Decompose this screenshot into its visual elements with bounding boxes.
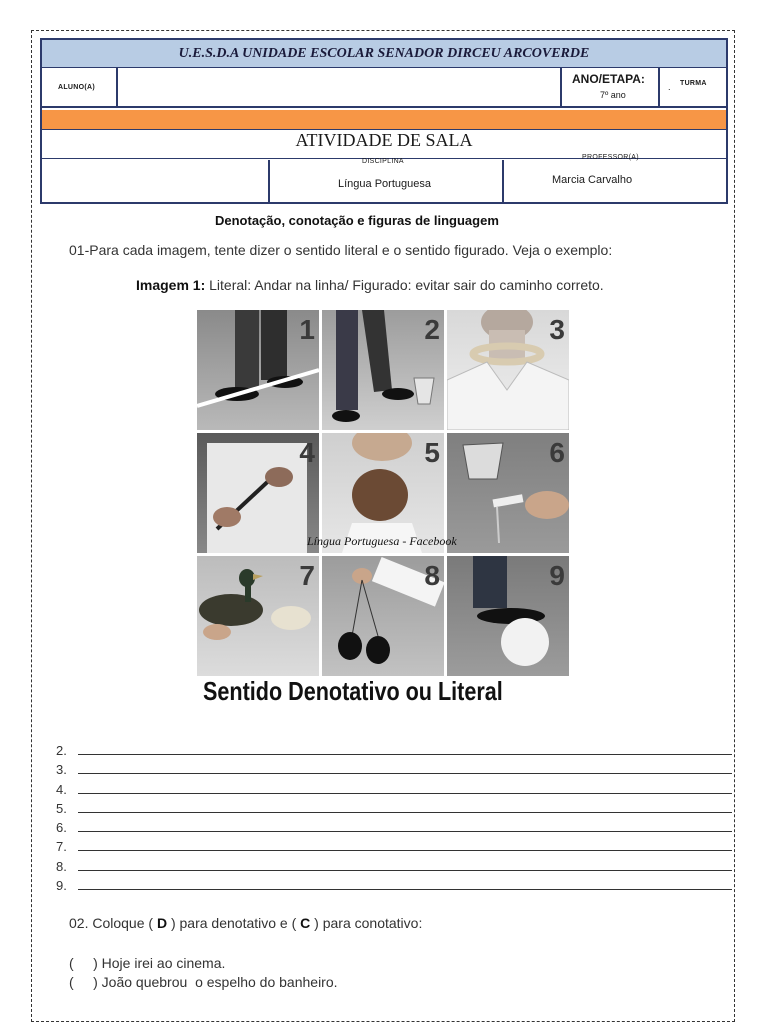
orange-bar <box>42 110 726 130</box>
image-number: 2 <box>424 314 440 345</box>
worksheet-heading: Denotação, conotação e figuras de linguagem <box>215 213 499 228</box>
image-tile-9 <box>447 556 569 676</box>
image-tile-3 <box>447 310 569 430</box>
answer-line-number: 6. <box>56 820 67 835</box>
answer-line-number: 9. <box>56 878 67 893</box>
year-cell <box>562 68 660 106</box>
subject-row <box>42 154 726 204</box>
example-label: Imagem 1: <box>136 277 206 293</box>
image-tile-1 <box>197 310 319 430</box>
question-1: 01-Para cada imagem, tente dizer o sentido literal e o sentido figurado. Veja o exemplo: <box>69 242 613 258</box>
answer-line[interactable] <box>56 743 67 758</box>
answer-line-number: 8. <box>56 859 67 874</box>
image-tile-2 <box>322 310 444 430</box>
answer-blank[interactable] <box>78 773 732 774</box>
image-number: 6 <box>549 437 565 468</box>
student-row <box>42 68 726 108</box>
class-label: TURMA <box>680 80 707 87</box>
answer-blank[interactable] <box>78 889 732 890</box>
image-number: 9 <box>549 560 565 591</box>
q2-item[interactable]: ( ) Hoje irei ao cinema. <box>69 955 226 971</box>
teacher-cell <box>504 154 726 204</box>
answer-blank[interactable] <box>78 831 732 832</box>
activity-title: ATIVIDADE DE SALA <box>42 131 726 159</box>
student-label: ALUNO(A) <box>58 84 96 91</box>
image-collage <box>197 310 570 676</box>
answer-line[interactable] <box>56 878 67 893</box>
answer-line[interactable] <box>56 782 67 797</box>
image-number: 1 <box>299 314 315 345</box>
answer-line[interactable] <box>56 820 67 835</box>
image-tile-4 <box>197 433 319 553</box>
class-dot: . <box>668 82 671 92</box>
subject-cell <box>270 160 504 204</box>
q2-text-post: ) para conotativo: <box>314 915 423 931</box>
answer-blank[interactable] <box>78 870 732 871</box>
header-table <box>40 38 728 204</box>
image-number: 3 <box>549 314 565 345</box>
image-tile-6 <box>447 433 569 553</box>
teacher-value: Marcia Carvalho <box>552 174 633 186</box>
answer-line-number: 4. <box>56 782 67 797</box>
example-text: Literal: Andar na linha/ Figurado: evitar sair do caminho correto. <box>209 277 604 293</box>
image-tile-7 <box>197 556 319 676</box>
subject-value: Língua Portuguesa <box>338 178 431 190</box>
answer-line[interactable] <box>56 762 67 777</box>
image-tile-8 <box>322 556 444 676</box>
student-name-field[interactable] <box>118 68 562 106</box>
answer-line[interactable] <box>56 859 67 874</box>
answer-blank[interactable] <box>78 812 732 813</box>
answer-line-number: 2. <box>56 743 67 758</box>
answer-line-number: 5. <box>56 801 67 816</box>
image-number: 8 <box>424 560 440 591</box>
image-number: 5 <box>424 437 440 468</box>
answer-blank[interactable] <box>78 754 732 755</box>
class-cell[interactable] <box>660 68 726 106</box>
year-label: ANO/ETAPA: <box>572 72 645 86</box>
q2-c: C <box>300 915 311 931</box>
answer-line[interactable] <box>56 801 67 816</box>
subject-label: DISCIPLINA <box>362 158 404 165</box>
answer-blank[interactable] <box>78 850 732 851</box>
student-label-cell <box>42 68 118 106</box>
blank-cell <box>42 160 270 204</box>
image-caption: Sentido Denotativo ou Literal <box>203 676 503 706</box>
image-number: 7 <box>299 560 315 591</box>
answer-line-number: 3. <box>56 762 67 777</box>
teacher-label: PROFESSOR(A) <box>582 154 639 161</box>
example-line <box>136 277 604 293</box>
school-name: U.E.S.D.A UNIDADE ESCOLAR SENADOR DIRCEU ARCOVERDE <box>42 40 726 68</box>
year-value: 7º ano <box>600 90 626 100</box>
q2-item[interactable]: ( ) João quebrou o espelho do banheiro. <box>69 974 338 990</box>
answer-blank[interactable] <box>78 793 732 794</box>
question-2 <box>69 915 422 931</box>
q2-text-pre: 02. Coloque ( <box>69 915 154 931</box>
image-number: 4 <box>299 437 315 468</box>
answer-line-number: 7. <box>56 839 67 854</box>
answer-line[interactable] <box>56 839 67 854</box>
watermark: Língua Portuguesa - Facebook <box>307 534 457 548</box>
q2-text-mid: ) para denotativo e ( <box>170 915 297 931</box>
q2-d: D <box>156 915 168 931</box>
